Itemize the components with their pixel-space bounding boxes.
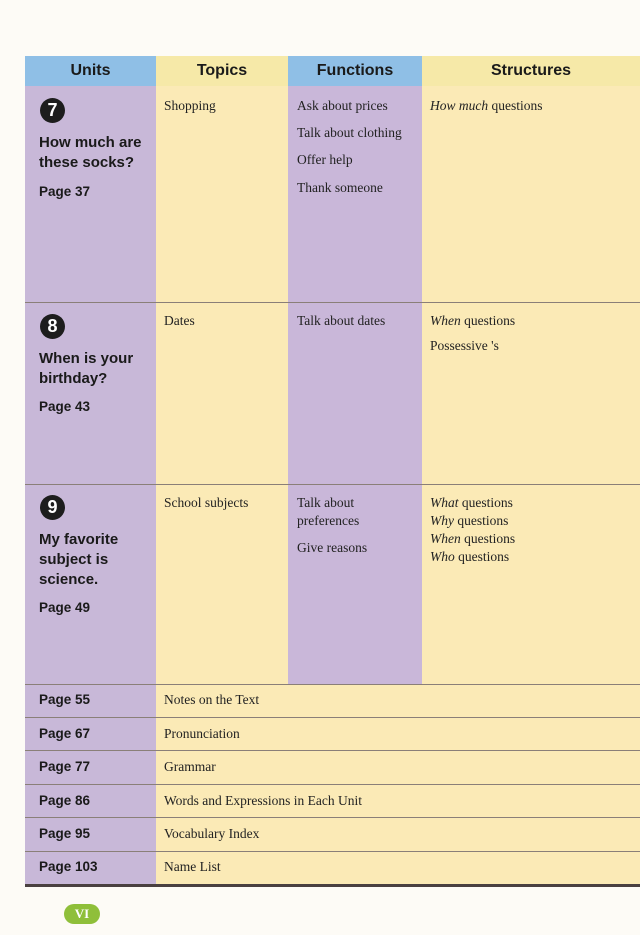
unit-title: When is your birthday? [39, 350, 134, 387]
unit-title: My favorite subject is science. [39, 531, 119, 588]
unit-page: Page 37 [39, 184, 91, 199]
header-functions: Functions [288, 56, 422, 86]
function-text: Thank someone [297, 180, 383, 195]
unit-page: Page 49 [39, 600, 91, 615]
structure-keyword: When [430, 313, 461, 328]
function-text: Ask about prices [297, 98, 388, 113]
unit-number-badge: 8 [40, 314, 65, 339]
topic-text: Dates [164, 313, 195, 328]
divider [25, 484, 640, 485]
appendix-label: Name List [164, 859, 221, 874]
structure-text [430, 512, 508, 530]
structure-rest: questions [460, 531, 516, 546]
divider [25, 302, 640, 303]
structure-rest: questions [454, 513, 509, 528]
unit-number-badge: 9 [40, 495, 65, 520]
structure-text [430, 97, 543, 115]
function-text: Offer help [297, 152, 353, 167]
topic-text: School subjects [164, 495, 249, 510]
functions-column-lower [288, 684, 422, 886]
page-number-badge: VI [64, 904, 100, 924]
header-units: Units [25, 56, 156, 86]
structure-keyword: Why [430, 513, 454, 528]
structure-keyword: When [430, 531, 461, 546]
header-topics: Topics [156, 56, 288, 86]
unit-page: Page 43 [39, 399, 91, 414]
appendix-page: Page 77 [39, 759, 91, 774]
unit-title: How much are these socks? [39, 134, 142, 171]
structure-text [430, 494, 513, 512]
structure-keyword: How much [430, 98, 489, 113]
table-bottom-rule [25, 884, 640, 887]
divider [25, 784, 640, 785]
function-text: Talk about clothing [297, 125, 402, 140]
structure-keyword: Who [430, 549, 455, 564]
functions-column [288, 86, 422, 684]
appendix-label: Grammar [164, 759, 216, 774]
divider [25, 750, 640, 751]
unit-number-badge: 7 [40, 98, 65, 123]
divider [25, 851, 640, 852]
divider [25, 817, 640, 818]
appendix-label: Notes on the Text [164, 692, 260, 707]
appendix-label: Pronunciation [164, 726, 240, 741]
structure-rest: questions [458, 495, 513, 510]
structure-rest: Possessive 's [430, 338, 499, 353]
divider [25, 717, 640, 718]
structure-rest: questions [460, 313, 516, 328]
structure-text [430, 337, 499, 355]
function-text: Talk about dates [297, 313, 386, 328]
appendix-page: Page 67 [39, 726, 91, 741]
appendix-page: Page 55 [39, 692, 91, 707]
appendix-page: Page 103 [39, 859, 98, 874]
appendix-page: Page 86 [39, 793, 91, 808]
topic-text: Shopping [164, 98, 216, 113]
structure-text [430, 548, 509, 566]
structure-rest: questions [488, 98, 543, 113]
appendix-label: Vocabulary Index [164, 826, 260, 841]
function-text: Talk about preferences [297, 495, 360, 528]
structure-text [430, 530, 515, 548]
structures-column [422, 86, 640, 886]
header-structures: Structures [422, 56, 640, 86]
function-text: Give reasons [297, 540, 368, 555]
structure-rest: questions [454, 549, 510, 564]
divider [25, 684, 640, 685]
appendix-label: Words and Expressions in Each Unit [164, 793, 363, 808]
structure-keyword: What [430, 495, 459, 510]
structure-text [430, 312, 515, 330]
appendix-page: Page 95 [39, 826, 91, 841]
